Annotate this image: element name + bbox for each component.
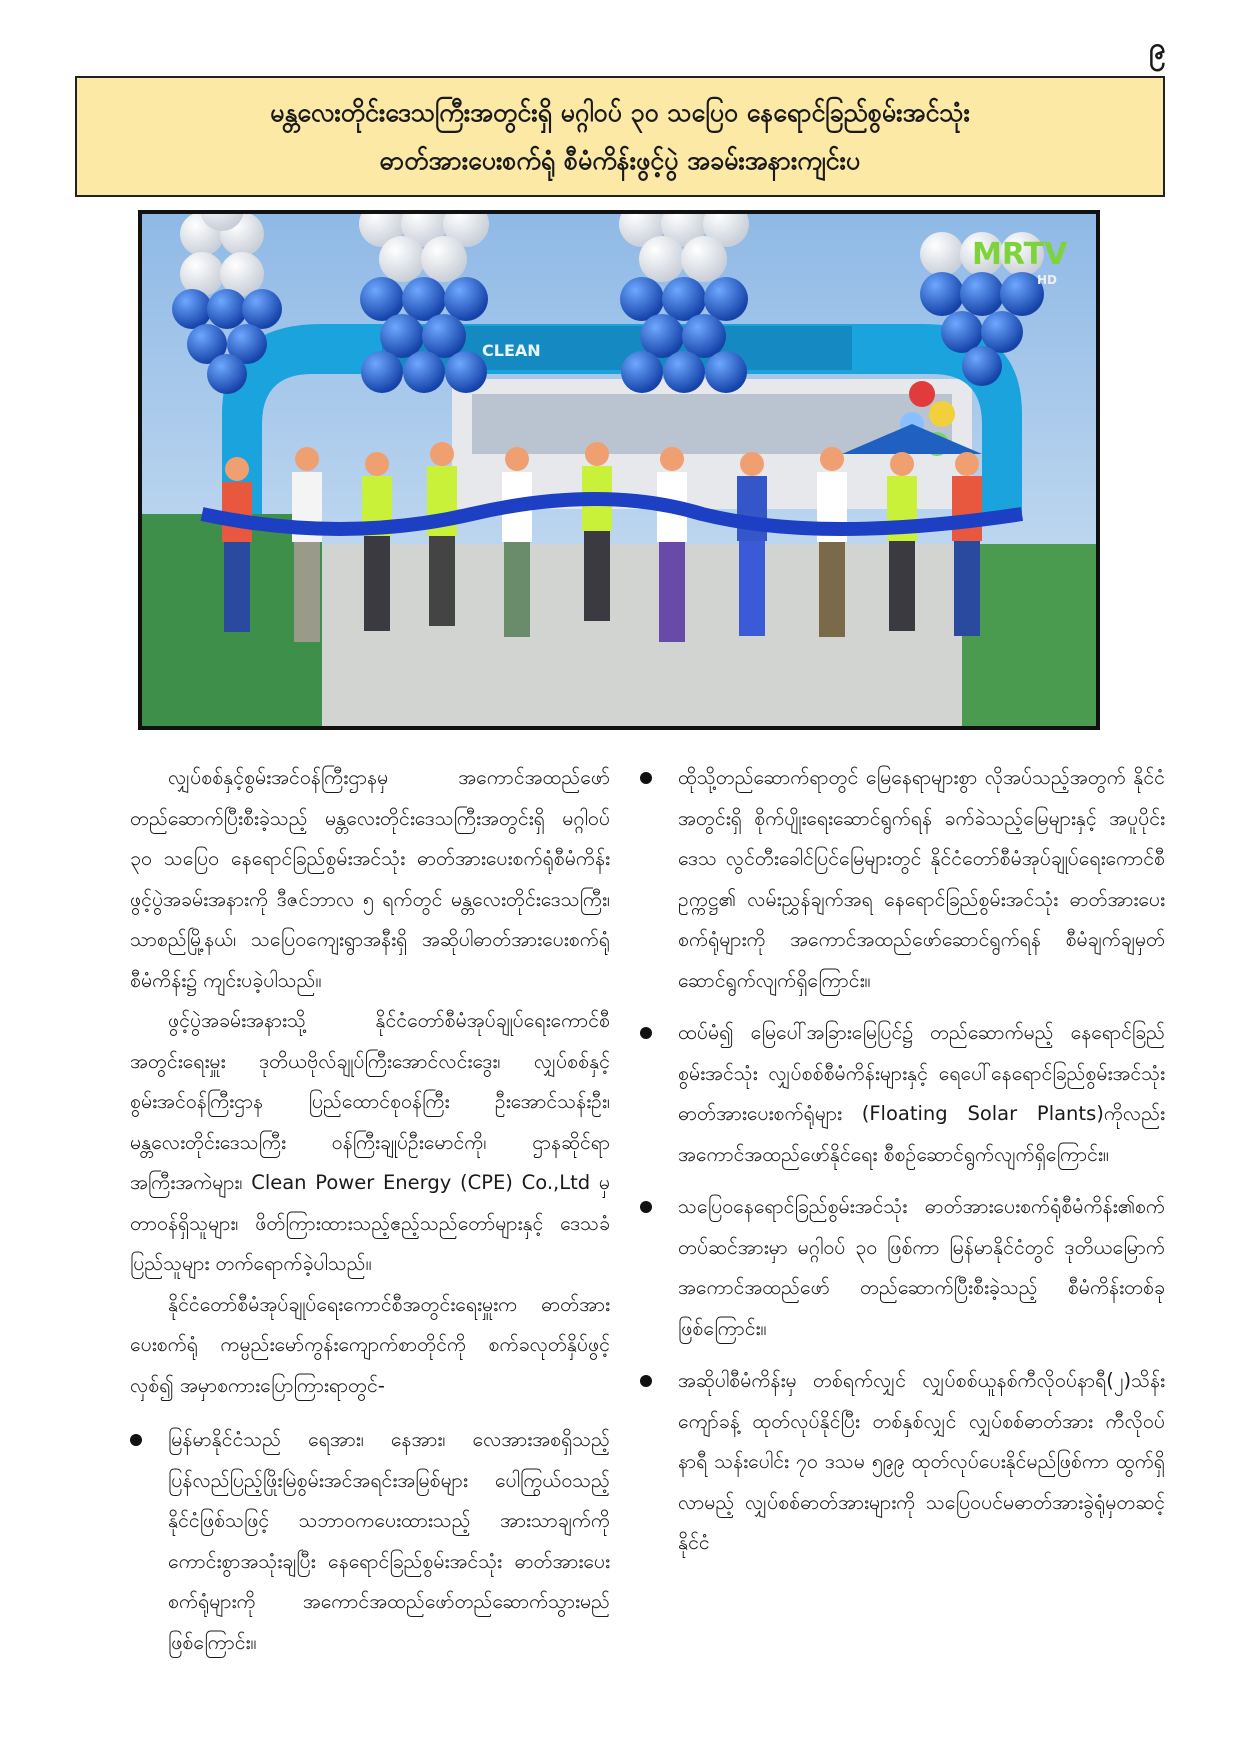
- bullet-item: [130, 1420, 610, 1663]
- body-paragraph-2: ဖွင့်ပွဲအခမ်းအနားသို့ နိုင်ငံတော်စီမံအုပ်ချုပ်ရေးကောင်စီအတွင်းရေးမှူး ဒုတိယဗိုလ်ချုပ်ကြီးအောင်လင်းဒွေး၊ လျှပ်စစ်နှင့်စွမ်းအင်ဝန်ကြီးဌာန ပြည်ထောင်စုဝန်ကြီး ဦးအောင်သန်းဦး၊ မန္တလေးတိုင်းဒေသကြီး ဝန်ကြီးချုပ်ဦးမောင်ကို၊ ဌာနဆိုင်ရာအကြီးအကဲများ၊ Clean Power Energy (CPE) Co.,Ltd မှ တာဝန်ရှိသူများ၊ ဖိတ်ကြားထားသည့်ဧည့်သည်တော်များနှင့် ဒေသခံပြည်သူများ တက်ရောက်ခဲ့ပါသည်။: [130, 1009, 610, 1275]
- mrtv-watermark: MRTV: [972, 237, 1068, 272]
- page-number: ၉: [1149, 31, 1166, 66]
- mrtv-hd-mark: HD: [1037, 273, 1058, 287]
- bullet-text: အဆိုပါစီမံကိန်းမှ တစ်ရက်လျှင် လျှပ်စစ်ယူနစ်ကီလိုဝပ်နာရီ(၂)သိန်းကျော်ခန့် ထုတ်လုပ်နိုင်ပြီး တစ်နှစ်လျှင် လျှပ်စစ်ဓာတ်အား ကီလိုဝပ်နာရီ သန်းပေါင်း ၇၀ ဒသမ ၅၉၉ ထုတ်လုပ်ပေးနိုင်မည်ဖြစ်ကာ ထွက်ရှိလာမည့် လျှပ်စစ်ဓာတ်အားများကို သပြေဝပင်မဓာတ်အားခွဲရုံမှတဆင့် နိုင်ငံ: [678, 1369, 1165, 1554]
- bullet-text: မြန်မာနိုင်ငံသည် ရေအား၊ နေအား၊ လေအားအစရှိသည့် ပြန်လည်ပြည့်ဖြိုးမြဲစွမ်းအင်အရင်းအမြစ်များ ပေါကြွယ်ဝသည့်နိုင်ငံဖြစ်သဖြင့် သဘာဝကပေးထားသည့် အားသာချက်ကို ကောင်းစွာအသုံးချပြီး နေရောင်ခြည်စွမ်းအင်သုံး ဓာတ်အားပေးစက်ရုံများကို အကောင်အထည်ဖော်တည်ဆောက်သွားမည်ဖြစ်ကြောင်း။: [168, 1428, 610, 1654]
- body-paragraph-3: နိုင်ငံတော်စီမံအုပ်ချုပ်ရေးကောင်စီအတွင်းရေးမှူးက ဓာတ်အားပေးစက်ရုံ ကမ္ပည်းမော်ကွန်းကျောက်စာတိုင်ကို စက်ခလုတ်နှိပ်ဖွင့်လှစ်၍ အမှာစကားပြောကြားရာတွင်-: [130, 1292, 610, 1397]
- bullet-text: ထပ်မံ၍ မြေပေါ်အခြားမြေပြင်၌ တည်ဆောက်မည့် နေရောင်ခြည်စွမ်းအင်သုံး လျှပ်စစ်စီမံကိန်းများနှင့် ရေပေါ်နေရောင်ခြည်စွမ်းအင်သုံးဓာတ်အားပေးစက်ရုံများ (Floating Solar Plants)ကိုလည်း အကောင်အထည်ဖော်နိုင်ရေး စီစဉ်ဆောင်ရွက်လျက်ရှိကြောင်း။: [678, 1021, 1165, 1166]
- bullet-dot-icon: [640, 1027, 652, 1039]
- bullet-dot-icon: [640, 1375, 652, 1387]
- right-column: [640, 758, 1165, 1576]
- arch-banner-text: CLEAN: [482, 341, 541, 360]
- bullet-dot-icon: [640, 1201, 652, 1213]
- body-paragraph-1: လျှပ်စစ်နှင့်စွမ်းအင်ဝန်ကြီးဌာနမှ အကောင်အထည်ဖော်တည်ဆောက်ပြီးစီးခဲ့သည့် မန္တလေးတိုင်းဒေသကြီးအတွင်းရှိ မဂ္ဂါဝပ် ၃၀ သပြေဝ နေရောင်ခြည်စွမ်းအင်သုံး ဓာတ်အားပေးစက်ရုံစီမံကိန်း ဖွင့်ပွဲအခမ်းအနားကို ဒီဇင်ဘာလ ၅ ရက်တွင် မန္တလေးတိုင်းဒေသကြီး၊ သာစည်မြို့နယ်၊ သပြေဝကျေးရွာအနီးရှိ အဆိုပါဓာတ်အားပေးစက်ရုံစီမံကိန်း၌ ကျင်းပခဲ့ပါသည်။: [130, 766, 610, 992]
- bullet-text: သပြေဝနေရောင်ခြည်စွမ်းအင်သုံး ဓာတ်အားပေးစက်ရုံစီမံကိန်း၏စက်တပ်ဆင်အားမှာ မဂ္ဂါဝပ် ၃၀ ဖြစ်ကာ မြန်မာနိုင်ငံတွင် ဒုတိယမြောက်အကောင်အထည်ဖော် တည်ဆောက်ပြီးစီးခဲ့သည့် စီမံကိန်းတစ်ခုဖြစ်ကြောင်း။: [678, 1195, 1165, 1340]
- headline-line-2: ဓာတ်အားပေးစက်ရုံ စီမံကိန်းဖွင့်ပွဲ အခမ်းအနားကျင်းပ: [379, 145, 861, 175]
- bullet-item: [640, 1361, 1165, 1564]
- headline-box: [75, 76, 1165, 197]
- bullet-dot-icon: [130, 1434, 142, 1446]
- ceremony-photo: [138, 210, 1100, 730]
- left-column: [130, 758, 610, 1675]
- bullet-item: [640, 1013, 1165, 1175]
- bullet-text: ထိုသို့တည်ဆောက်ရာတွင် မြေနေရာများစွာ လိုအပ်သည့်အတွက် နိုင်ငံအတွင်းရှိ စိုက်ပျိုးရေးဆောင်ရွက်ရန် ခက်ခဲသည့်မြေများနှင့် အပူပိုင်းဒေသ လွင်တီးခေါင်ပြင်မြေများတွင် နိုင်ငံတော်စီမံအုပ်ချုပ်ရေးကောင်စီဥက္ကဋ္ဌ၏ လမ်းညွှန်ချက်အရ နေရောင်ခြည်စွမ်းအင်သုံး ဓာတ်အားပေးစက်ရုံများကို အကောင်အထည်ဖော်ဆောင်ရွက်ရန် စီမံချက်ချမှတ်ဆောင်ရွက်လျက်ရှိကြောင်း။: [678, 766, 1165, 992]
- bullet-dot-icon: [640, 772, 652, 784]
- bullet-item: [640, 758, 1165, 1001]
- headline-line-1: မန္တလေးတိုင်းဒေသကြီးအတွင်းရှိ မဂ္ဂါဝပ် ၃၀ သပြေဝ နေရောင်ခြည်စွမ်းအင်သုံး: [270, 97, 970, 127]
- bullet-item: [640, 1187, 1165, 1349]
